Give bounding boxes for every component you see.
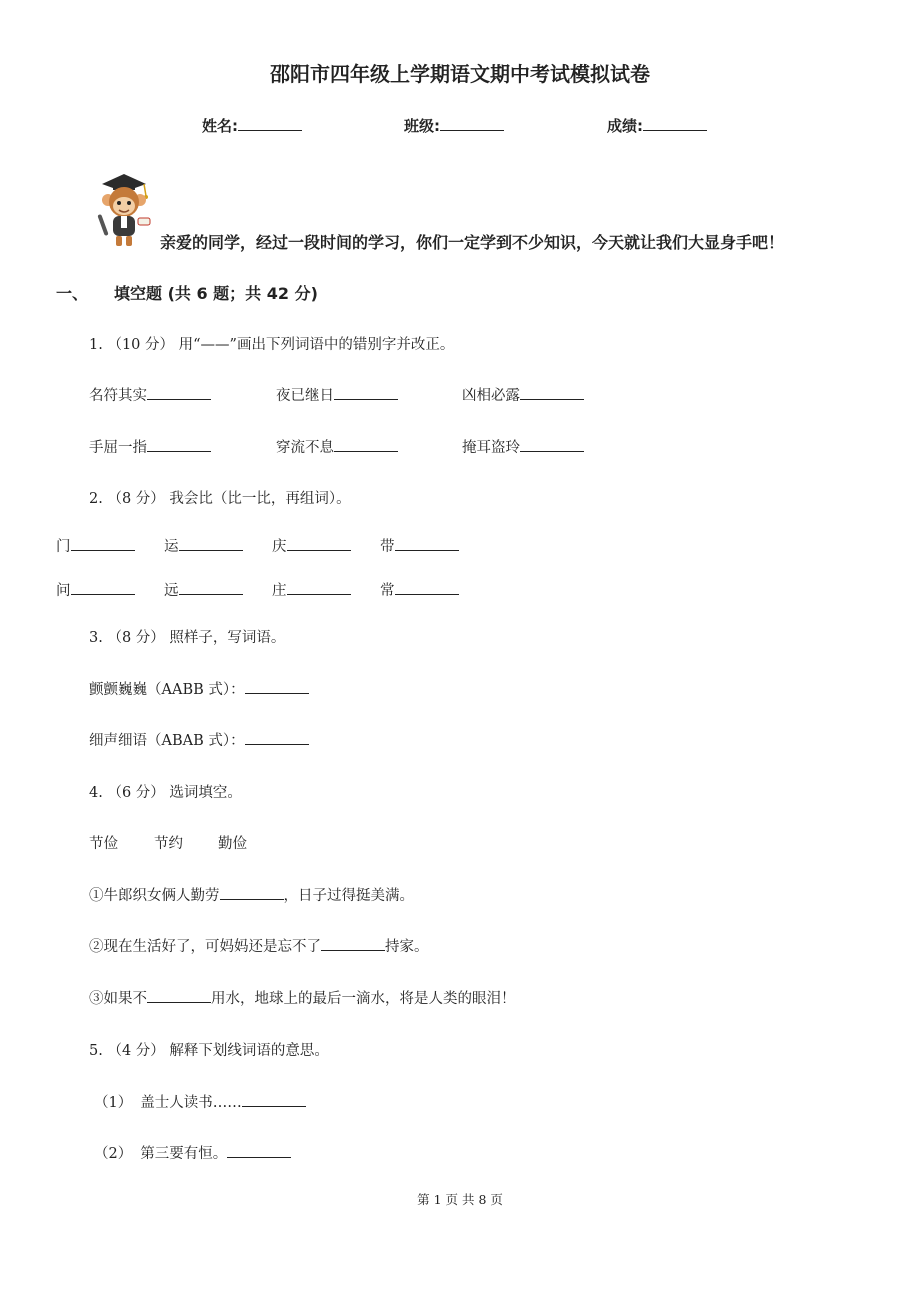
answer-blank[interactable] <box>147 988 211 1003</box>
q2-char: 问 <box>56 583 71 599</box>
answer-blank[interactable] <box>147 385 211 400</box>
q2-prompt: 2. （8 分） 我会比（比一比，再组词）。 <box>89 491 351 507</box>
class-blank[interactable] <box>440 116 504 131</box>
answer-blank[interactable] <box>147 437 211 452</box>
q3-example: 细声细语（ABAB 式）： <box>89 733 245 749</box>
page-title: 邵阳市四年级上学期语文期中考试模拟试卷 <box>270 62 650 86</box>
q2-item <box>56 579 135 600</box>
q4-choice: 节约 <box>154 836 183 852</box>
q1-prompt: 1. （10 分） 用“——”画出下列词语中的错别字并改正。 <box>89 337 455 353</box>
answer-blank[interactable] <box>179 536 243 551</box>
q4-text: 持家。 <box>385 939 429 955</box>
class-field <box>404 115 504 136</box>
q5-text: 第三要有恒。 <box>140 1146 228 1162</box>
score-blank[interactable] <box>643 116 707 131</box>
q4-text: ①牛郎织女俩人勤劳 <box>89 888 220 904</box>
class-label: 班级: <box>404 117 440 135</box>
q1-word: 夜已继日 <box>276 388 334 404</box>
q2-char: 运 <box>164 539 179 555</box>
q2-item <box>380 535 459 556</box>
q2-item <box>272 579 351 600</box>
q5-num: （1） <box>94 1095 133 1111</box>
q2-char: 庆 <box>272 539 287 555</box>
section-number: 一、 <box>56 284 89 303</box>
q5-num: （2） <box>94 1146 133 1162</box>
q2-char: 常 <box>380 583 395 599</box>
name-blank[interactable] <box>238 116 302 131</box>
q3-example: 颤颤巍巍（AABB 式）： <box>89 682 245 698</box>
answer-blank[interactable] <box>334 385 398 400</box>
q1-item <box>89 436 211 457</box>
answer-blank[interactable] <box>71 536 135 551</box>
greeting-text: 亲爱的同学，经过一段时间的学习，你们一定学到不少知识，今天就让我们大显身手吧！ <box>160 233 785 252</box>
answer-blank[interactable] <box>321 936 385 951</box>
q4-text: ②现在生活好了，可妈妈还是忘不了 <box>89 939 321 955</box>
answer-blank[interactable] <box>395 536 459 551</box>
q5-prompt: 5. （4 分） 解释下划线词语的意思。 <box>89 1043 329 1059</box>
q2-item <box>272 535 351 556</box>
q5-text: 盖士人读书…… <box>140 1095 242 1111</box>
q4-choice: 勤俭 <box>218 836 247 852</box>
q5-item <box>94 1142 291 1163</box>
q1-item <box>276 384 398 405</box>
answer-blank[interactable] <box>227 1143 291 1158</box>
q4-sentence <box>89 884 414 905</box>
section-heading <box>56 281 318 304</box>
q1-word: 掩耳盗玲 <box>462 440 520 456</box>
q3-line <box>89 729 309 750</box>
q1-word: 手屈一指 <box>89 440 147 456</box>
score-label: 成绩: <box>607 117 643 135</box>
q4-text: ，日子过得挺美满。 <box>283 888 414 904</box>
answer-blank[interactable] <box>220 885 284 900</box>
q1-word: 穿流不息 <box>276 440 334 456</box>
answer-blank[interactable] <box>179 580 243 595</box>
q4-sentence <box>89 987 516 1008</box>
q1-item <box>462 384 584 405</box>
answer-blank[interactable] <box>242 1092 306 1107</box>
answer-blank[interactable] <box>287 536 351 551</box>
q3-prompt: 3. （8 分） 照样子，写词语。 <box>89 630 286 646</box>
q4-text: 用水，地球上的最后一滴水，将是人类的眼泪！ <box>211 991 516 1007</box>
q1-item <box>276 436 398 457</box>
q4-choice: 节俭 <box>89 836 118 852</box>
q2-item <box>164 579 243 600</box>
section-title: 填空题 (共 6 题；共 42 分) <box>114 284 318 303</box>
q5-item <box>94 1091 306 1112</box>
q2-char: 门 <box>56 539 71 555</box>
q4-text: ③如果不 <box>89 991 147 1007</box>
q1-word: 名符其实 <box>89 388 147 404</box>
q2-char: 庄 <box>272 583 287 599</box>
q4-sentence <box>89 935 429 956</box>
q1-item <box>462 436 584 457</box>
answer-blank[interactable] <box>245 730 309 745</box>
q2-item <box>380 579 459 600</box>
answer-blank[interactable] <box>334 437 398 452</box>
q2-item <box>164 535 243 556</box>
q3-line <box>89 678 309 699</box>
q4-prompt: 4. （6 分） 选词填空。 <box>89 785 242 801</box>
answer-blank[interactable] <box>71 580 135 595</box>
answer-blank[interactable] <box>520 385 584 400</box>
page-footer: 第 1 页 共 8 页 <box>417 1192 503 1207</box>
name-field <box>202 115 302 136</box>
answer-blank[interactable] <box>245 679 309 694</box>
answer-blank[interactable] <box>395 580 459 595</box>
q2-item <box>56 535 135 556</box>
name-label: 姓名: <box>202 117 238 135</box>
answer-blank[interactable] <box>287 580 351 595</box>
mascot-monkey-icon <box>88 170 154 250</box>
q2-char: 带 <box>380 539 395 555</box>
q1-item <box>89 384 211 405</box>
q2-char: 远 <box>164 583 179 599</box>
answer-blank[interactable] <box>520 437 584 452</box>
q1-word: 凶相必露 <box>462 388 520 404</box>
score-field <box>607 115 707 136</box>
